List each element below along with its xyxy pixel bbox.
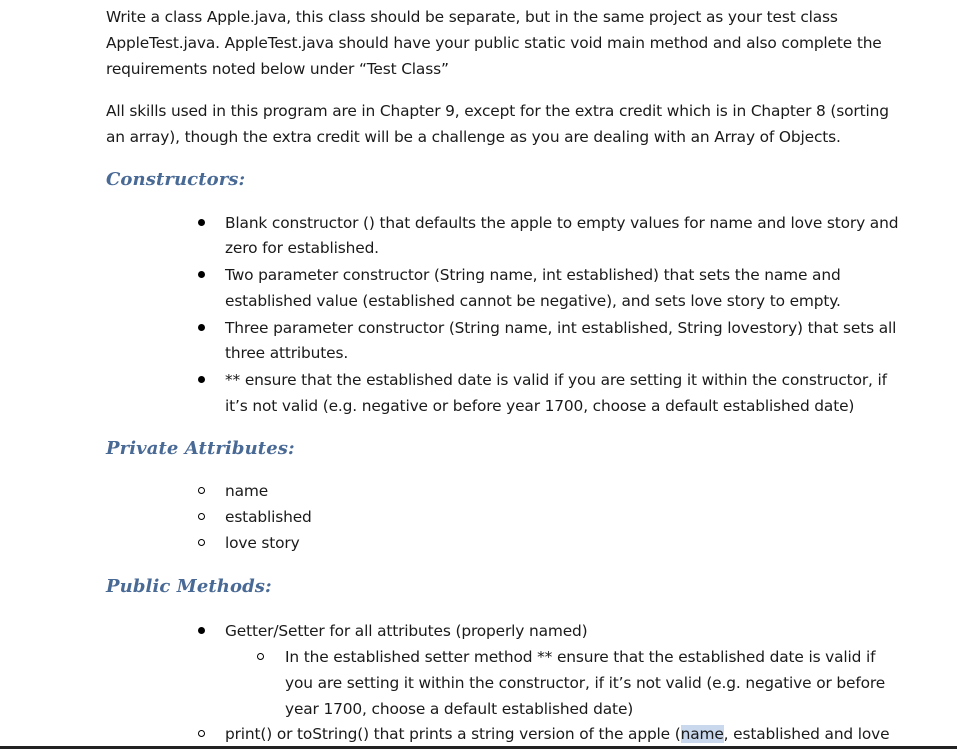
- print-text-after: , established and love: [723, 725, 890, 743]
- setter-note-line-3: year 1700, choose a default established date): [285, 700, 634, 718]
- constructor-3-line-1: Three parameter constructor (String name, int established, String lovestory) that sets all: [225, 319, 897, 337]
- constructor-1-line-2: zero for established.: [225, 239, 379, 257]
- circle-bullet-icon: [198, 513, 205, 520]
- circle-bullet-icon: [198, 487, 205, 494]
- method-print: [225, 721, 905, 747]
- intro-line-3: requirements noted below under “Test Class”: [106, 60, 449, 78]
- skills-line-2: an array), though the extra credit will be a challenge as you are dealing with an Array of Objects.: [106, 128, 841, 146]
- constructor-1-line-1: Blank constructor () that defaults the apple to empty values for name and love story and: [225, 214, 899, 232]
- attribute-established: established: [225, 508, 312, 526]
- intro-line-2: AppleTest.java. AppleTest.java should have your public static void main method and also complete the: [106, 34, 882, 52]
- attributes-heading: Private Attributes:: [106, 438, 295, 459]
- bullet-icon: [198, 219, 205, 226]
- highlighted-name: name: [680, 725, 724, 743]
- intro-line-1: Write a class Apple.java, this class should be separate, but in the same project as your test class: [106, 8, 838, 26]
- bullet-icon: [198, 271, 205, 278]
- method-getter-setter: Getter/Setter for all attributes (properly named): [225, 622, 588, 640]
- constructor-3-line-2: three attributes.: [225, 344, 349, 362]
- circle-bullet-icon: [257, 653, 264, 660]
- circle-bullet-icon: [198, 730, 205, 737]
- methods-heading: Public Methods:: [106, 576, 272, 597]
- constructors-heading: Constructors:: [106, 169, 246, 190]
- setter-note-line-1: In the established setter method ** ensure that the established date is valid if: [285, 648, 876, 666]
- bullet-icon: [198, 627, 205, 634]
- constructor-4-line-2: it’s not valid (e.g. negative or before year 1700, choose a default established date): [225, 397, 855, 415]
- print-text-before: print() or toString() that prints a string version of the apple (: [225, 725, 681, 743]
- attribute-love-story: love story: [225, 534, 300, 552]
- skills-line-1: All skills used in this program are in Chapter 9, except for the extra credit which is in Chapter 8 (sorting: [106, 102, 889, 120]
- constructor-2-line-2: established value (established cannot be negative), and sets love story to empty.: [225, 292, 841, 310]
- constructor-2-line-1: Two parameter constructor (String name, int established) that sets the name and: [225, 266, 841, 284]
- circle-bullet-icon: [198, 539, 205, 546]
- attribute-name: name: [225, 482, 269, 500]
- constructor-4-line-1: ** ensure that the established date is valid if you are setting it within the constructor, if: [225, 371, 887, 389]
- setter-note-line-2: you are setting it within the constructor, if it’s not valid (e.g. negative or before: [285, 674, 886, 692]
- bullet-icon: [198, 324, 205, 331]
- bullet-icon: [198, 376, 205, 383]
